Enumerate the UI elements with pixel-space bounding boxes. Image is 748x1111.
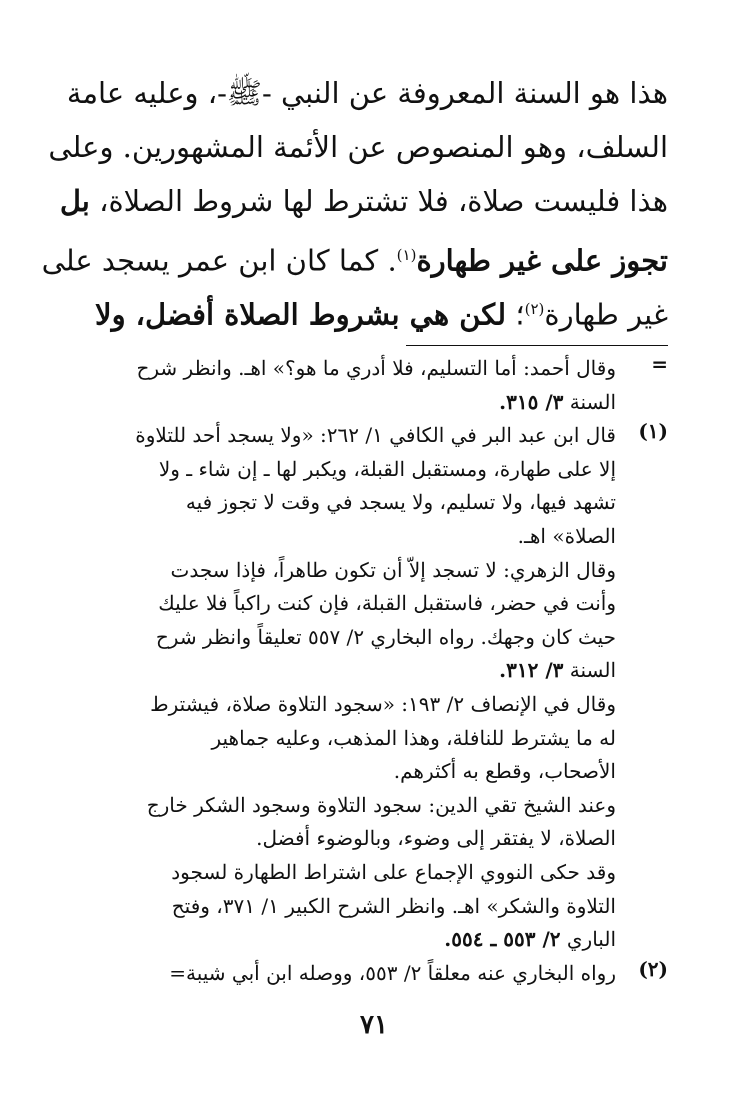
footnote-text: السنة: [563, 658, 616, 683]
main-text-line: [59, 174, 668, 228]
footnote-line: وعند الشيخ تقي الدين: سجود التلاوة وسجود الشكر خارج: [146, 792, 616, 817]
main-text-segment: غير طهارة: [544, 297, 668, 332]
footnote-line: له ما يشترط للنافلة، وهذا المذهب، وعليه جماهير: [211, 725, 616, 750]
bold-phrase: تجوز على غير طهارة: [416, 243, 668, 278]
footnote-continued: [68, 352, 668, 419]
footnote-line: وقال أحمد: أما التسليم، فلا أدري ما هو؟» اهـ. وانظر شرح: [136, 356, 616, 380]
citation-reference: ٣/ ٣١٢.: [499, 658, 564, 683]
footnote-number: (١): [638, 419, 668, 444]
footnote-line: وأنت في حضر، فاستقبل القبلة، فإن كنت راكباً فلا عليك: [158, 591, 616, 616]
footnote-line: التلاوة والشكر» اهـ. وانظر الشرح الكبير ١/ ٣٧١، وفتح: [171, 893, 616, 918]
citation-reference: ٣/ ٣١٥.: [499, 389, 564, 414]
footnote-line: [68, 923, 616, 957]
main-text-line: [41, 228, 668, 282]
citation-reference: ٢/ ٥٥٣ ـ ٥٥٤.: [444, 927, 561, 952]
footnote-marker: (١): [396, 246, 417, 264]
footnote-line: [68, 386, 616, 420]
footnote-line: وقال الزهري: لا تسجد إلاّ أن تكون طاهراً، فإذا سجدت: [170, 557, 616, 582]
main-text-line: السلف، وهو المنصوص عن الأئمة المشهورين. وعلى: [48, 130, 668, 164]
main-text-line: هذا هو السنة المعروفة عن النبي -ﷺ-، وعليه عامة: [66, 76, 668, 110]
footnote-2: [68, 957, 668, 991]
footnote-1: [68, 419, 668, 957]
main-text-segment: ؛: [506, 297, 525, 332]
footnote-line: وقد حكى النووي الإجماع على اشتراط الطهارة لسجود: [171, 859, 616, 884]
main-text-line: [78, 282, 668, 336]
footnotes: [68, 352, 668, 990]
footnote-line: [68, 654, 616, 688]
main-text-segment: هذا فليست صلاة، فلا تشترط لها شروط الصلاة،: [89, 184, 668, 218]
footnote-line: قال ابن عبد البر في الكافي ١/ ٢٦٢: «ولا يسجد أحد للتلاوة: [135, 423, 616, 448]
footnote-number: (٢): [638, 956, 668, 981]
footnote-line: إلا على طهارة، ومستقبل القبلة، ويكبر لها ـ إن شاء ـ ولا: [158, 456, 616, 481]
footnote-line: الأصحاب، وقطع به أكثرهم.: [393, 759, 616, 784]
bold-phrase: بل: [59, 184, 90, 218]
main-text-segment: . كما كان ابن عمر يسجد على: [41, 243, 397, 278]
footnote-line: رواه البخاري عنه معلقاً ٢/ ٥٥٣، ووصله ابن أبي شيبة=: [169, 960, 616, 985]
footnote-text: الباري: [560, 927, 616, 952]
footnote-line: الصلاة، لا يفتقر إلى وضوء، وبالوضوء أفضل.: [256, 826, 616, 851]
footnote-line: وقال في الإنصاف ٢/ ١٩٣: «سجود التلاوة صلاة، فيشترط: [150, 691, 616, 716]
main-text: [41, 66, 668, 336]
footnote-line: تشهد فيها، ولا تسليم، ولا يسجد في وقت لا تجوز فيه: [185, 490, 616, 515]
footnote-text: السنة: [563, 389, 616, 414]
footnote-separator: [406, 345, 668, 346]
continuation-marker: =: [651, 352, 668, 376]
footnote-line: حيث كان وجهك. رواه البخاري ٢/ ٥٥٧ تعليقاً وانظر شرح: [155, 624, 616, 649]
bold-phrase: لكن هي بشروط الصلاة أفضل، ولا: [95, 297, 507, 332]
footnote-line: الصلاة» اهـ.: [517, 523, 616, 548]
footnote-marker: (٢): [524, 300, 545, 318]
page-number: ٧١: [360, 1010, 388, 1040]
